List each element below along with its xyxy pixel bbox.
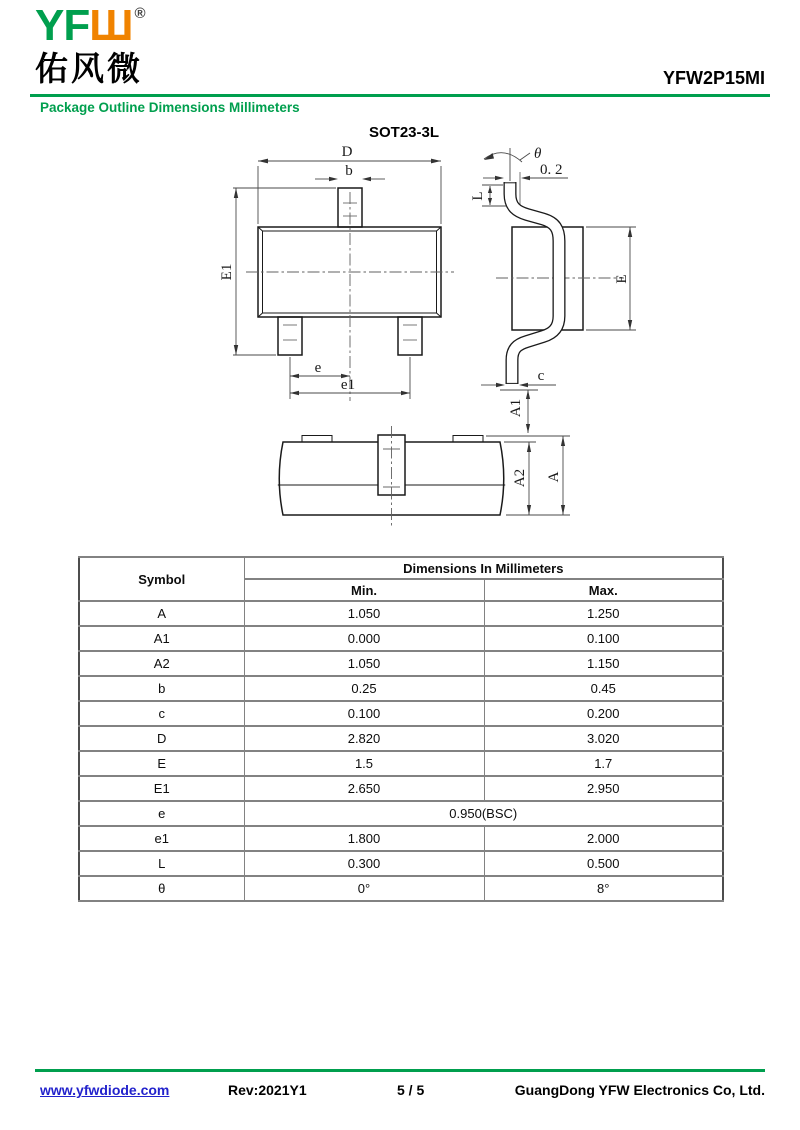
- table-row: [79, 651, 723, 676]
- logo-yf-text: YF: [35, 1, 90, 50]
- dim-label-e: e: [314, 360, 322, 376]
- table-row: [79, 776, 723, 801]
- table-row: [79, 826, 723, 851]
- dim-label-b: b: [345, 163, 353, 179]
- cell-symbol: b: [79, 676, 244, 701]
- page-number: 5 / 5: [397, 1082, 425, 1098]
- dim-label-e-width: E: [614, 274, 630, 284]
- cell-span-value: 0.950(BSC): [244, 801, 723, 826]
- logo-chinese-name: 佑风微: [35, 50, 143, 87]
- table-row: [79, 851, 723, 876]
- col-header-max: Max.: [484, 579, 723, 601]
- dim-label-a2: A2: [512, 468, 528, 488]
- drawing-title: SOT23-3L: [368, 124, 440, 141]
- cell-max: 0.45: [484, 676, 723, 701]
- cell-symbol: D: [79, 726, 244, 751]
- table-row: [79, 626, 723, 651]
- cell-min: 0°: [244, 876, 484, 901]
- cell-symbol: θ: [79, 876, 244, 901]
- table-row: [79, 751, 723, 776]
- footer-divider: [35, 1069, 765, 1072]
- cell-max: 2.000: [484, 826, 723, 851]
- website-link[interactable]: www.yfwdiode.com: [40, 1082, 170, 1098]
- table-row: [79, 676, 723, 701]
- cell-min: 1.800: [244, 826, 484, 851]
- cell-max: 0.200: [484, 701, 723, 726]
- part-number: YFW2P15MI: [662, 68, 765, 88]
- registered-trademark-icon: ®: [134, 5, 145, 22]
- dim-label-c: c: [537, 368, 545, 384]
- dimensions-table: [78, 556, 724, 902]
- logo-wordmark: [35, 1, 145, 50]
- col-header-min: Min.: [244, 579, 484, 601]
- dim-label-l: L: [470, 191, 486, 201]
- cell-min: 0.25: [244, 676, 484, 701]
- table-row: [79, 701, 723, 726]
- cell-min: 1.050: [244, 601, 484, 626]
- dim-label-e1-pitch: e1: [340, 377, 356, 393]
- cell-symbol: A2: [79, 651, 244, 676]
- cell-symbol: E: [79, 751, 244, 776]
- cell-min: 0.300: [244, 851, 484, 876]
- cell-min: 1.5: [244, 751, 484, 776]
- company-name: GuangDong YFW Electronics Co, Ltd.: [514, 1082, 765, 1098]
- table-row: [79, 601, 723, 626]
- dim-label-a: A: [546, 471, 562, 483]
- top-view: [219, 144, 454, 401]
- header-divider: [30, 94, 770, 97]
- section-title: Package Outline Dimensions Millimeters: [40, 100, 300, 115]
- cell-min: 0.000: [244, 626, 484, 651]
- side-view: [470, 146, 636, 433]
- cell-symbol: e1: [79, 826, 244, 851]
- col-header-symbol: Symbol: [79, 557, 244, 601]
- cell-min: 1.050: [244, 651, 484, 676]
- table-row: [79, 726, 723, 751]
- cell-min: 2.820: [244, 726, 484, 751]
- front-view: [278, 426, 570, 527]
- cell-symbol: L: [79, 851, 244, 876]
- cell-max: 8°: [484, 876, 723, 901]
- dim-label-theta: θ: [534, 146, 542, 162]
- cell-max: 0.100: [484, 626, 723, 651]
- cell-max: 1.250: [484, 601, 723, 626]
- dim-label-d: D: [341, 144, 353, 160]
- dim-label-e1-body: E1: [219, 263, 235, 281]
- cell-max: 2.950: [484, 776, 723, 801]
- table-row: [79, 876, 723, 901]
- table-header-row: [79, 557, 723, 579]
- col-header-group: Dimensions In Millimeters: [244, 557, 723, 579]
- dim-label-lead-offset: 0. 2: [540, 162, 563, 178]
- dim-label-a1: A1: [508, 398, 524, 418]
- company-logo: [35, 1, 145, 87]
- cell-symbol: A: [79, 601, 244, 626]
- logo-w-glyph: Ш: [89, 1, 133, 50]
- cell-min: 2.650: [244, 776, 484, 801]
- cell-max: 0.500: [484, 851, 723, 876]
- cell-symbol: E1: [79, 776, 244, 801]
- cell-symbol: A1: [79, 626, 244, 651]
- cell-symbol: c: [79, 701, 244, 726]
- cell-min: 0.100: [244, 701, 484, 726]
- revision-label: Rev:2021Y1: [228, 1082, 307, 1098]
- cell-max: 1.150: [484, 651, 723, 676]
- cell-max: 3.020: [484, 726, 723, 751]
- cell-max: 1.7: [484, 751, 723, 776]
- cell-symbol: e: [79, 801, 244, 826]
- table-row: [79, 801, 723, 826]
